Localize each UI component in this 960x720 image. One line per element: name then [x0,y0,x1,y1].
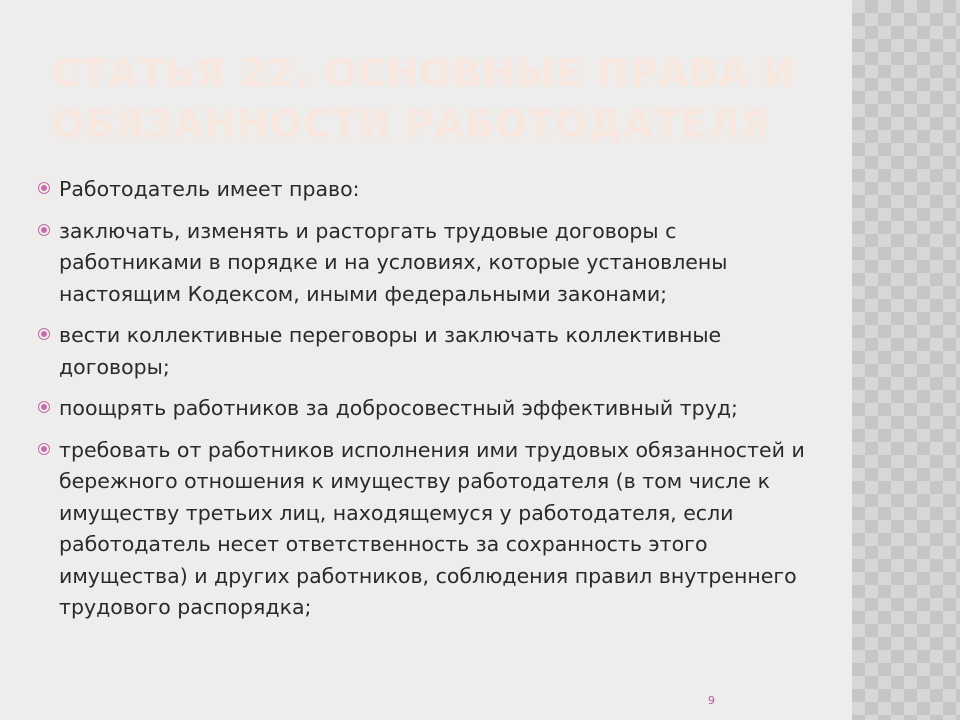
decorative-side-panel [852,0,960,720]
slide-title: СТАТЬЯ 22. ОСНОВНЫЕ ПРАВА И ОБЯЗАННОСТИ РАБОТОДАТЕЛЯ [52,51,797,146]
bullet-icon [39,444,49,454]
list-item [36,435,826,624]
bullet-icon [39,183,49,193]
bullet-icon [39,329,49,339]
bullet-icon [39,225,49,235]
list-item-text: Работодатель имеет право: [59,177,360,201]
bullet-list [36,174,826,634]
list-item [36,393,826,425]
list-item [36,174,826,206]
list-item [36,216,826,311]
list-item [36,320,826,383]
page-number: 9 [708,694,715,707]
list-item-text: поощрять работников за добросовестный эффективный труд; [59,396,738,420]
list-item-text: вести коллективные переговоры и заключать коллективные договоры; [59,323,722,379]
list-item-text: требовать от работников исполнения ими трудовых обязанностей и бережного отношения к имуществу работодателя (в том числе к имуществу третьих лиц, находящемуся у работодателя, если работодатель несет ответственность за сохранность этого имущества) и других работников, соблюдения правил внутреннего трудового распорядка; [59,437,805,619]
bullet-icon [39,402,49,412]
list-item-text: заключать, изменять и расторгать трудовые договоры с работниками в порядке и на условиях, которые установлены настоящим Кодексом, иными федеральными законами; [59,218,728,306]
